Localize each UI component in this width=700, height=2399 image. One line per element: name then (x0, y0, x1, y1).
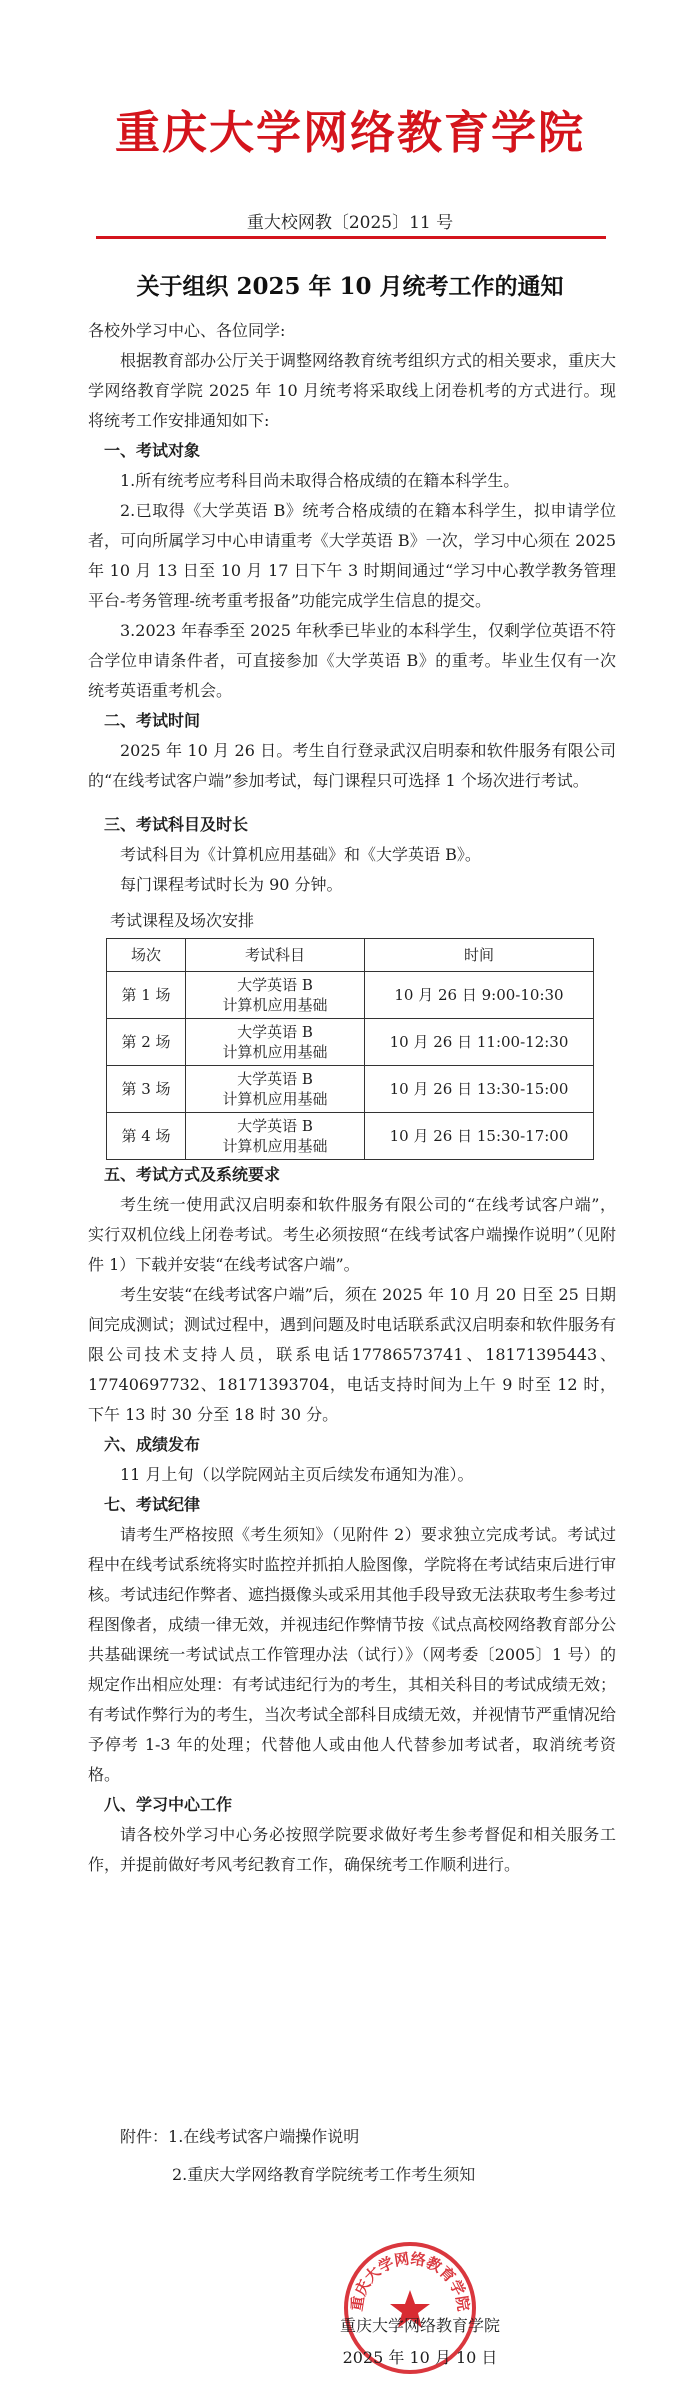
subject-cell: 大学英语 B 计算机应用基础 (186, 972, 365, 1019)
section2-text: 2025 年 10 月 26 日。考生自行登录武汉启明泰和软件服务有限公司的“在线考试客户端”参加考试，每门课程只可选择 1 个场次进行考试。 (88, 741, 616, 790)
time-cell: 10 月 26 日 13:30-15:00 (365, 1066, 594, 1113)
time-cell: 10 月 26 日 11:00-12:30 (365, 1019, 594, 1066)
signature-block (300, 2310, 540, 2374)
duration-text: 每门课程考试时长为 90 分钟。 (120, 875, 343, 894)
signing-date: 2025 年 10 月 10 日 (342, 2348, 498, 2367)
section-heading: 二、考试时间 (104, 711, 201, 730)
institution-masthead: 重庆大学网络教育学院 (114, 106, 585, 159)
session-cell: 第 2 场 (107, 1019, 186, 1066)
attachments (120, 2118, 475, 2194)
section6-text: 11 月上旬（以学院网站主页后续发布通知为准）。 (120, 1465, 474, 1484)
attachment-item: 1.在线考试客户端操作说明 (168, 2127, 360, 2146)
intro-paragraph: 根据教育部办公厅关于调整网络教育统考组织方式的相关要求，重庆大学网络教育学院 2025 年 10 月统考将采取线上闭卷机考的方式进行。现将统考工作安排通知如下: (88, 351, 617, 430)
signing-organization: 重庆大学网络教育学院 (339, 2316, 500, 2335)
section-heading: 三、考试科目及时长 (104, 815, 249, 834)
time-cell: 10 月 26 日 15:30-17:00 (365, 1113, 594, 1160)
table-row (107, 1113, 594, 1160)
section5-paragraph: 考生统一使用武汉启明泰和软件服务有限公司的“在线考试客户端”，实行双机位线上闭卷考试。考生必须按照“在线考试客户端操作说明”（见附件 1）下载并安装“在线考试客户端”。 (88, 1195, 616, 1274)
section-heading: 七、考试纪律 (104, 1495, 201, 1514)
notice-body (88, 316, 616, 1880)
section1-item: 3.2023 年春季至 2025 年秋季已毕业的本科学生，仅剩学位英语不符合学位申请条件者，可直接参加《大学英语 B》的重考。毕业生仅有一次统考英语重考机会。 (88, 621, 616, 700)
column-header: 场次 (107, 939, 186, 972)
section5-paragraph: 考生安装“在线考试客户端”后，须在 2025 年 10 月 20 日至 25 日期间完成测试；测试过程中，遇到问题及时电话联系武汉启明泰和软件服务有限公司技术支持人员，联系电话17786573741、18171395443、17740697732、18171393704，电话支持时间为上午 9 时至 12 时，下午 13 时 30 分至 18 时 30 分。 (88, 1285, 617, 1424)
subject-cell: 大学英语 B 计算机应用基础 (186, 1066, 365, 1113)
table-row (107, 1019, 594, 1066)
column-header: 考试科目 (186, 939, 365, 972)
subject-cell: 大学英语 B 计算机应用基础 (186, 1113, 365, 1160)
red-divider (96, 236, 606, 239)
session-cell: 第 1 场 (107, 972, 186, 1019)
exam-schedule-table (106, 938, 594, 1160)
section-heading: 六、成绩发布 (104, 1435, 201, 1454)
subject-cell: 大学英语 B 计算机应用基础 (186, 1019, 365, 1066)
section-heading: 五、考试方式及系统要求 (104, 1165, 281, 1184)
seal-text: 重庆大学网络教育学院 (347, 2249, 473, 2313)
time-cell: 10 月 26 日 9:00-10:30 (365, 972, 594, 1019)
greeting: 各校外学习中心、各位同学: (88, 321, 286, 340)
document-title: 关于组织 2025 年 10 月统考工作的通知 (136, 273, 564, 300)
section7-text: 请考生严格按照《考生须知》（见附件 2）要求独立完成考试。考试过程中在线考试系统将实时监控并抓拍人脸图像，学院将在考试结束后进行审核。考试违纪作弊者、遮挡摄像头或采用其他手段导致无法获取考生参考过程图像者，成绩一律无效，并视违纪作弊情节按《试点高校网络教育部分公共基础课统一考试试点工作管理办法（试行）》（网考委〔2005〕1 号）的规定作出相应处理：有考试违纪行为的考生，其相关科目的考试成绩无效；有考试作弊行为的考生，当次考试全部科目成绩无效，并视情节严重情况给予停考 1-3 年的处理；代替他人或由他人代替参加考试者，取消统考资格。 (88, 1525, 617, 1784)
section1-item: 1.所有统考应考科目尚未取得合格成绩的在籍本科学生。 (120, 471, 520, 490)
subjects-text: 考试科目为《计算机应用基础》和《大学英语 B》。 (120, 845, 481, 864)
table-caption: 考试课程及场次安排 (110, 911, 255, 930)
table-row (107, 972, 594, 1019)
attachments-label: 附件： (120, 2127, 169, 2146)
table-header-row (107, 939, 594, 972)
section-heading: 八、学习中心工作 (104, 1795, 233, 1814)
section1-item: 2.已取得《大学英语 B》统考合格成绩的在籍本科学生，拟申请学位者，可向所属学习中心申请重考《大学英语 B》一次，学习中心须在 2025 年 10 月 13 日至 10 月 17 日下午 3 时期间通过“学习中心教学教务管理平台-考务管理-统考重考报备”功能完成学生信息的提交。 (88, 501, 616, 610)
document-number: 重大校网教〔2025〕11 号 (246, 213, 454, 233)
column-header: 时间 (365, 939, 594, 972)
section8-text: 请各校外学习中心务必按照学院要求做好考生参考督促和相关服务工作，并提前做好考风考纪教育工作，确保统考工作顺利进行。 (88, 1825, 616, 1874)
table-row (107, 1066, 594, 1113)
session-cell: 第 3 场 (107, 1066, 186, 1113)
attachment-item: 2.重庆大学网络教育学院统考工作考生须知 (172, 2165, 476, 2184)
section-heading: 一、考试对象 (104, 441, 201, 460)
session-cell: 第 4 场 (107, 1113, 186, 1160)
